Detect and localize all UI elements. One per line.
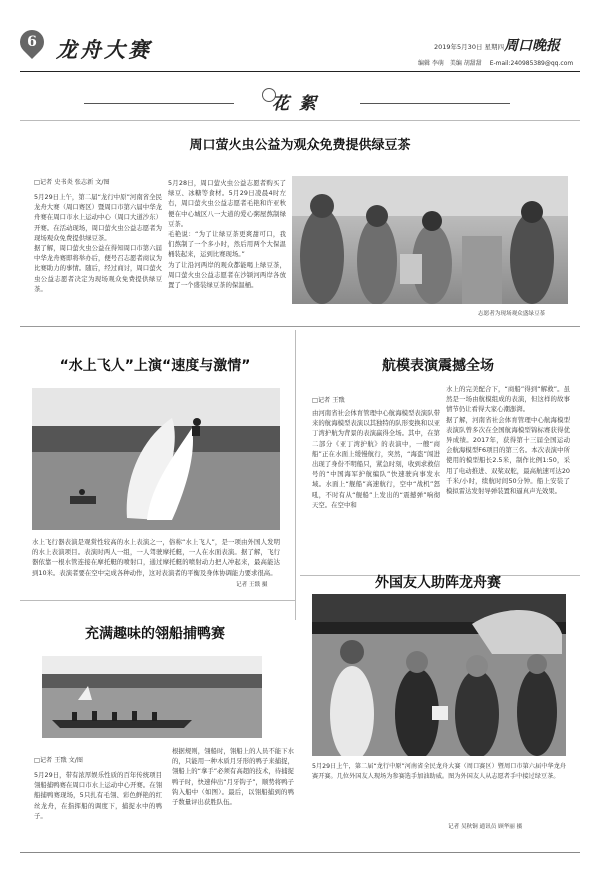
- duck-body-col1: 5月29日，带有浓厚娱乐性质的百年传统项目翎船捕鸭赛在周口市水上运动中心开赛。在翎船捕鸭赛现场，5只扎有毛翎、彩色鲜艳的红丝龙舟，在指挥船的调度下，捕捉水中的鸭子。: [34, 771, 162, 820]
- tea-body-col2: 5月28日，周口萤火虫公益志愿者购买了绿豆、冰糖等食材。5月29日凌晨4时左右，周口萤火虫公益志愿者毛艳和许亚秋便在中心城区八一大道的爱心粥屋熬制绿豆茶。 毛艳说：“为了让绿豆茶更爽甜可口，我们熬制了一个多小时，然后用两个大保温桶装起来，运到比赛现场。” 为了让沿河两岸的观众都能喝上绿豆茶，周口萤火虫公益志愿者在沙颍河两岸各放置了一个盛装绿豆茶的保温桶。: [168, 179, 286, 290]
- foreign-credit: 记者 吴秋铜 通讯员 顾华丽 摄: [448, 824, 523, 830]
- section-title: 龙舟大赛: [56, 37, 152, 62]
- flyboard-headline: “水上飞人”上演“速度与激情”: [59, 358, 251, 374]
- foreign-photo: [312, 594, 566, 756]
- divider-1: [20, 326, 580, 327]
- duck-body-col2: 根据规则，翎船时，翎船上的人员不能下水的，只能用一种木质月牙形的鸭子来捕捉，翎船上的“拿手”必须有高超的技术，待捕捉鸭子时，快速伸出“月牙钩子”，顺势将鸭子钩入船中（如图）。最后，以翎船捕到的鸭子数量评出获胜队伍。: [172, 747, 294, 807]
- model-body-col2: 水上的完美配合下，“商船”得到“解救”。虽然是一场由航模组成的表演，但这样的故事情节仍让看得大家心潮澎湃。 据了解，河南省社会体育管理中心航海模型表演队曾多次在全国航海模型锦标赛获得优异成绩。2017年，获得第十三届全国运动会航海模型F6项目的第三名。本次表演中所使用的模型船长2.5米，制作比例1:50，采用了电动推进、双桨双舵，最高航速可达20千米/小时，续航时间50分钟。船上安装了模拟雷达发射导弹装置和逼真声光效果。: [446, 385, 570, 496]
- banner-title: 花絮: [272, 94, 326, 114]
- footer-rule: [20, 852, 580, 853]
- model-byline: □记者 王戬: [312, 397, 345, 404]
- divider-3: [20, 600, 295, 601]
- tea-photo-scene: [292, 176, 568, 304]
- duck-photo: [42, 656, 262, 738]
- model-body-col1: 由河南省社会体育管理中心航海模型表演队带来的航海模型表演以其独特的队形变换和以亚丁湾护航为背景的表演赢得全场。其中，在第二部分《亚丁湾护航》的表演中，一艘“商船”正在水面上缓慢航行，突然，“海盗”闯进出现了身份不明船只，紧急时刻，收到求救信号的“中国海军护航编队”快速驶向事发水域。水面上“舰船”高速航行，空中“战机”怒吼，不时有从“舰船”上发出的“震撼弹”响彻天空。在空中和: [312, 409, 440, 509]
- model-headline: 航模表演震撼全场: [382, 358, 494, 374]
- duck-scene: [42, 656, 262, 738]
- duck-headline: 充满趣味的翎船捕鸭赛: [85, 626, 225, 642]
- banner-rule-right: [360, 103, 510, 104]
- foreign-caption: 5月29日上午，第二届“龙行中原”河南省全民龙舟大赛（周口赛区）暨周口市第六届中华龙舟赛开赛。几位外国友人现场为参赛选手加油助威。图为外国友人从志愿者手中接过绿豆茶。: [312, 763, 566, 781]
- tea-photo: [292, 176, 568, 304]
- flyboard-credit: 记者 王戬 摄: [236, 582, 268, 588]
- banner-rule-left: [84, 103, 234, 104]
- foreign-headline: 外国友人助阵龙舟赛: [375, 575, 501, 591]
- tea-byline: □记者 史书炎 张志新 文/图: [34, 179, 110, 186]
- tea-body-col1: 5月29日上午，第二届“龙行中原”河南省全民龙舟大赛（周口赛区）暨周口市第六届中华龙舟赛在周口市水上运动中心（周口大道沙东）开赛。在活动现场，周口萤火虫公益志愿者为现场观众免费提供绿豆茶。 据了解，周口萤火虫公益在得知周口市第六届中华龙舟赛即将举办后，便号召志愿者商议为比赛助力的事情。随后，经过商讨，周口萤火虫公益志愿者决定为现场观众免费提供绿豆茶。: [34, 193, 162, 293]
- paper-name: 周口晚报: [504, 38, 560, 54]
- flyboard-body: 水上飞行器表演是观赏性较高的水上表演之一，俗称“水上飞人”，是一项由外国人发明的水上表演项目。表演时两人一组，一人驾驶摩托艇，一人在水面表演。据了解，飞行器依靠一根水管连接在摩托艇的喷射口，通过摩托艇的喷射动力把人冲起来，最高能达到10米。表演者要在空中完成各种动作，这对表演者的平衡及身体协调能力要求很高。: [32, 538, 280, 577]
- flyboard-photo: [32, 388, 280, 530]
- designer: 美编 胡甜甜: [449, 60, 482, 67]
- editor: 编辑 李萌: [418, 60, 444, 67]
- page-number: 6: [27, 34, 37, 50]
- banner-box: [20, 120, 580, 121]
- tea-caption: 志愿者为现场观众盛绿豆茶: [478, 311, 546, 317]
- foreign-scene: [312, 594, 566, 756]
- tea-headline: 周口萤火虫公益为观众免费提供绿豆茶: [189, 138, 411, 153]
- editor-credit: [418, 58, 573, 67]
- masthead-rule: [20, 71, 580, 72]
- flyboard-scene: [32, 388, 280, 530]
- email: E-mail:240985389@qq.com: [489, 60, 574, 67]
- duck-byline: □记者 王戬 文/图: [34, 757, 83, 764]
- divider-vertical: [295, 330, 296, 620]
- date-line: 2019年5月30日 星期四: [434, 43, 505, 51]
